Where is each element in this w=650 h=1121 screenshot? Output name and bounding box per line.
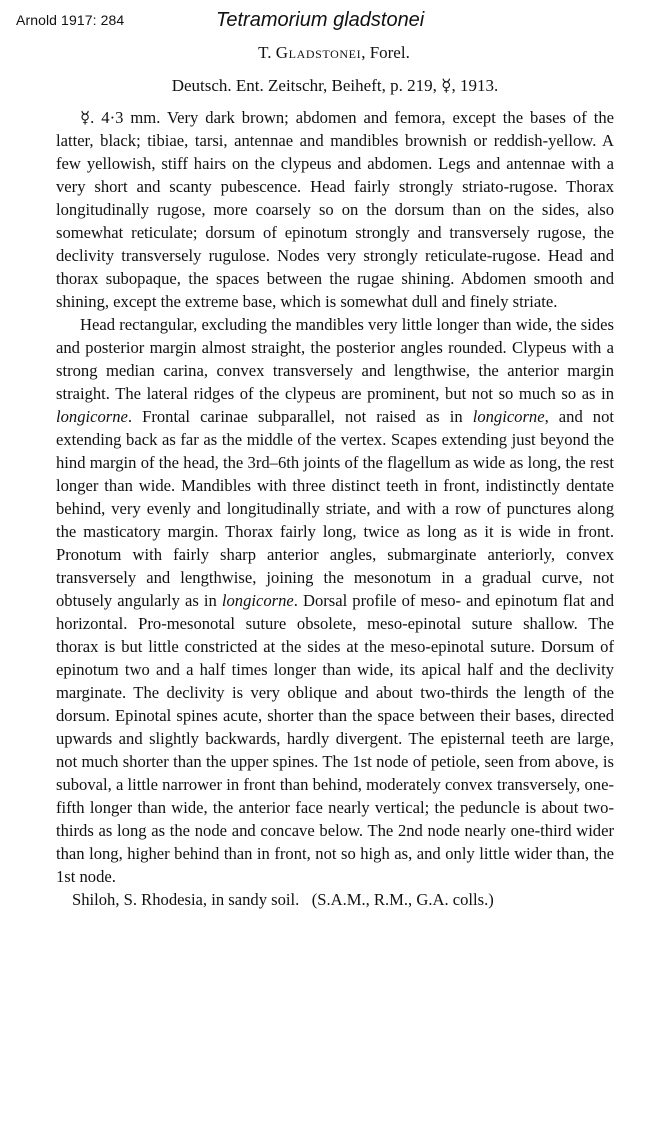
morphology-text-4: . Dorsal profile of meso- and epinotum flat and horizontal. Pro-mesonotal suture obsolete, meso-epinotal suture shallow. The thorax is but little constricted at the sides at the meso-epinotal suture. Dorsum of epinotum two and a half times longer than wide, its apical half and the declivity marginate. The declivity is very oblique and about two-thirds the length of the dorsum. Epinotal spines acute, shorter than the space between their bases, directed upwards and slightly backwards, hardly divergent. The episternal teeth are large, not much shorter than the upper spines. The 1st node of petiole, seen from above, is suboval, a little narrower in front than behind, moderately convex transversely, one-fifth longer than wide, the anterior face nearly vertical; the peduncle is about two-thirds as long as the node and concave below. The 2nd node nearly one-third wider than long, higher behind than in front, not so high as, and only little wider than, the 1st node.	[56, 591, 614, 886]
morphology-text-2: . Frontal carinae subparallel, not raised as in	[127, 407, 473, 426]
taxon-name-line	[0, 43, 650, 63]
description-paragraph-morphology	[56, 313, 614, 888]
species-ref-longicorne-2: longicorne	[472, 407, 545, 426]
morphology-text-1: Head rectangular, excluding the mandibles very little longer than wide, the sides and posterior margin almost straight, the posterior angles rounded. Clypeus with a strong median carina, convex transversely and lengthwise, the anterior margin straight. The lateral ridges of the clypeus are prominent, but not so much so as in	[56, 315, 614, 403]
taxon-title: Tetramorium gladstonei	[216, 9, 425, 31]
species-ref-longicorne-3: longicorne	[221, 591, 294, 610]
morphology-text-3: , and not extending back as far as the middle of the vertex. Scapes extending just beyond the hind margin of the head, the 3rd–6th joints of the flagellum as wide as long, the rest longer than wide. Mandibles with three distinct teeth in front, indistinctly dentate behind, very evenly and longitudinally striate, and with a row of punctures along the masticatory margin. Thorax fairly long, twice as long as it is wide in front. Pronotum with fairly sharp anterior angles, submarginate anteriorly, convex transversely and lengthwise, joining the mesonotum in a gradual curve, not obtusely angularly as in	[56, 407, 614, 610]
description-body	[56, 106, 614, 911]
locality-line: Shiloh, S. Rhodesia, in sandy soil. (S.A.M., R.M., G.A. colls.)	[72, 890, 494, 909]
authority: , Forel.	[361, 43, 410, 62]
species-ref-longicorne-1: longicorne	[56, 407, 128, 426]
genus-abbreviation: T.	[258, 43, 276, 62]
description-paragraph-coloration: ☿. 4·3 mm. Very dark brown; abdomen and femora, except the bases of the latter, black; tibiae, tarsi, antennae and mandibles brownish or reddish-yellow. A few yellowish, stiff hairs on the clypeus and abdomen. Legs and antennae with a very short and scanty pubescence. Head fairly strongly striato-rugose. Thorax longitudinally rugose, more coarsely so on the dorsum than on the sides, also somewhat reticulate; dorsum of epinotum strongly and transversely rugose, the declivity transversely rugulose. Nodes very strongly reticulate-rugose. Head and thorax subopaque, the spaces between the rugae shining. Abdomen smooth and shining, except the extreme base, which is somewhat dull and finely striate.	[56, 108, 614, 311]
citation-header: Arnold 1917: 284	[16, 12, 125, 28]
original-reference: Deutsch. Ent. Zeitschr, Beiheft, p. 219, ☿, 1913.	[171, 76, 499, 95]
species-name: Gladstonei	[275, 43, 362, 62]
